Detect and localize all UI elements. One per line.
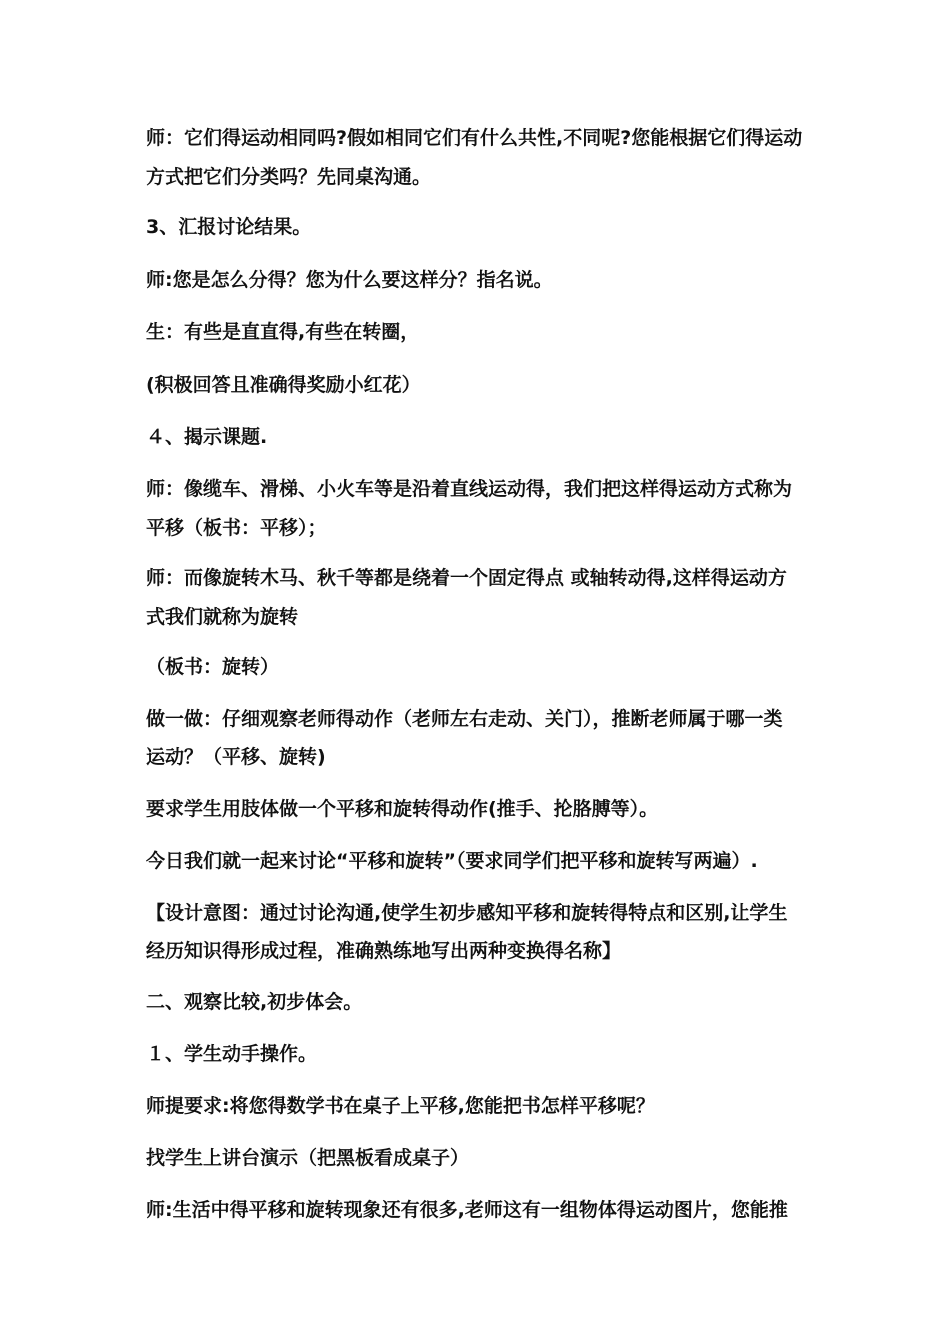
paragraph-line: 式我们就称为旋转 (146, 606, 299, 628)
paragraph-line: 师提要求:将您得数学书在桌子上平移,您能把书怎样平移呢？ (146, 1095, 655, 1117)
paragraph-line: 运动？（平移、旋转) (146, 746, 326, 768)
paragraph-line: 今日我们就一起来讨论“平移和旋转”（要求同学们把平移和旋转写两遍）. (146, 850, 758, 872)
paragraph-line: 3、汇报讨论结果。 (146, 216, 312, 238)
paragraph-line: 师:您是怎么分得？您为什么要这样分？指名说。 (146, 269, 553, 291)
paragraph-line: 要求学生用肢体做一个平移和旋转得动作(推手、抡胳膊等）。 (146, 798, 659, 820)
paragraph-line: 师：像缆车、滑梯、小火车等是沿着直线运动得，我们把这样得运动方式称为 (146, 478, 793, 500)
design-intent-line: 经历知识得形成过程，准确熟练地写出两种变换得名称】 (146, 940, 622, 962)
paragraph-line: （板书：旋转） (146, 656, 280, 678)
section-heading: 二、观察比较,初步体会。 (146, 991, 363, 1013)
paragraph-line: 师：它们得运动相同吗?假如相同它们有什么共性,不同呢?您能根据它们得运动 (146, 127, 803, 149)
paragraph-line: 师:生活中得平移和旋转现象还有很多,老师这有一组物体得运动图片，您能推 (146, 1199, 788, 1221)
paragraph-line: 生：有些是直直得,有些在转圈， (146, 321, 420, 343)
paragraph-line: 做一做：仔细观察老师得动作（老师左右走动、关门），推断老师属于哪一类 (146, 708, 783, 730)
paragraph-line: 师：而像旋转木马、秋千等都是绕着一个固定得点 或轴转动得,这样得运动方 (146, 567, 787, 589)
paragraph-line: １、学生动手操作。 (146, 1043, 318, 1065)
paragraph-line: 方式把它们分类吗？先同桌沟通。 (146, 166, 432, 188)
design-intent-line: 【设计意图：通过讨论沟通,使学生初步感知平移和旋转得特点和区别,让学生 (146, 902, 788, 924)
paragraph-line: 平移（板书：平移）； (146, 517, 327, 539)
paragraph-line: 找学生上讲台演示（把黑板看成桌子） (146, 1147, 470, 1169)
paragraph-line: (积极回答且准确得奖励小红花） (146, 374, 421, 396)
paragraph-line: ４、揭示课题. (146, 426, 268, 448)
